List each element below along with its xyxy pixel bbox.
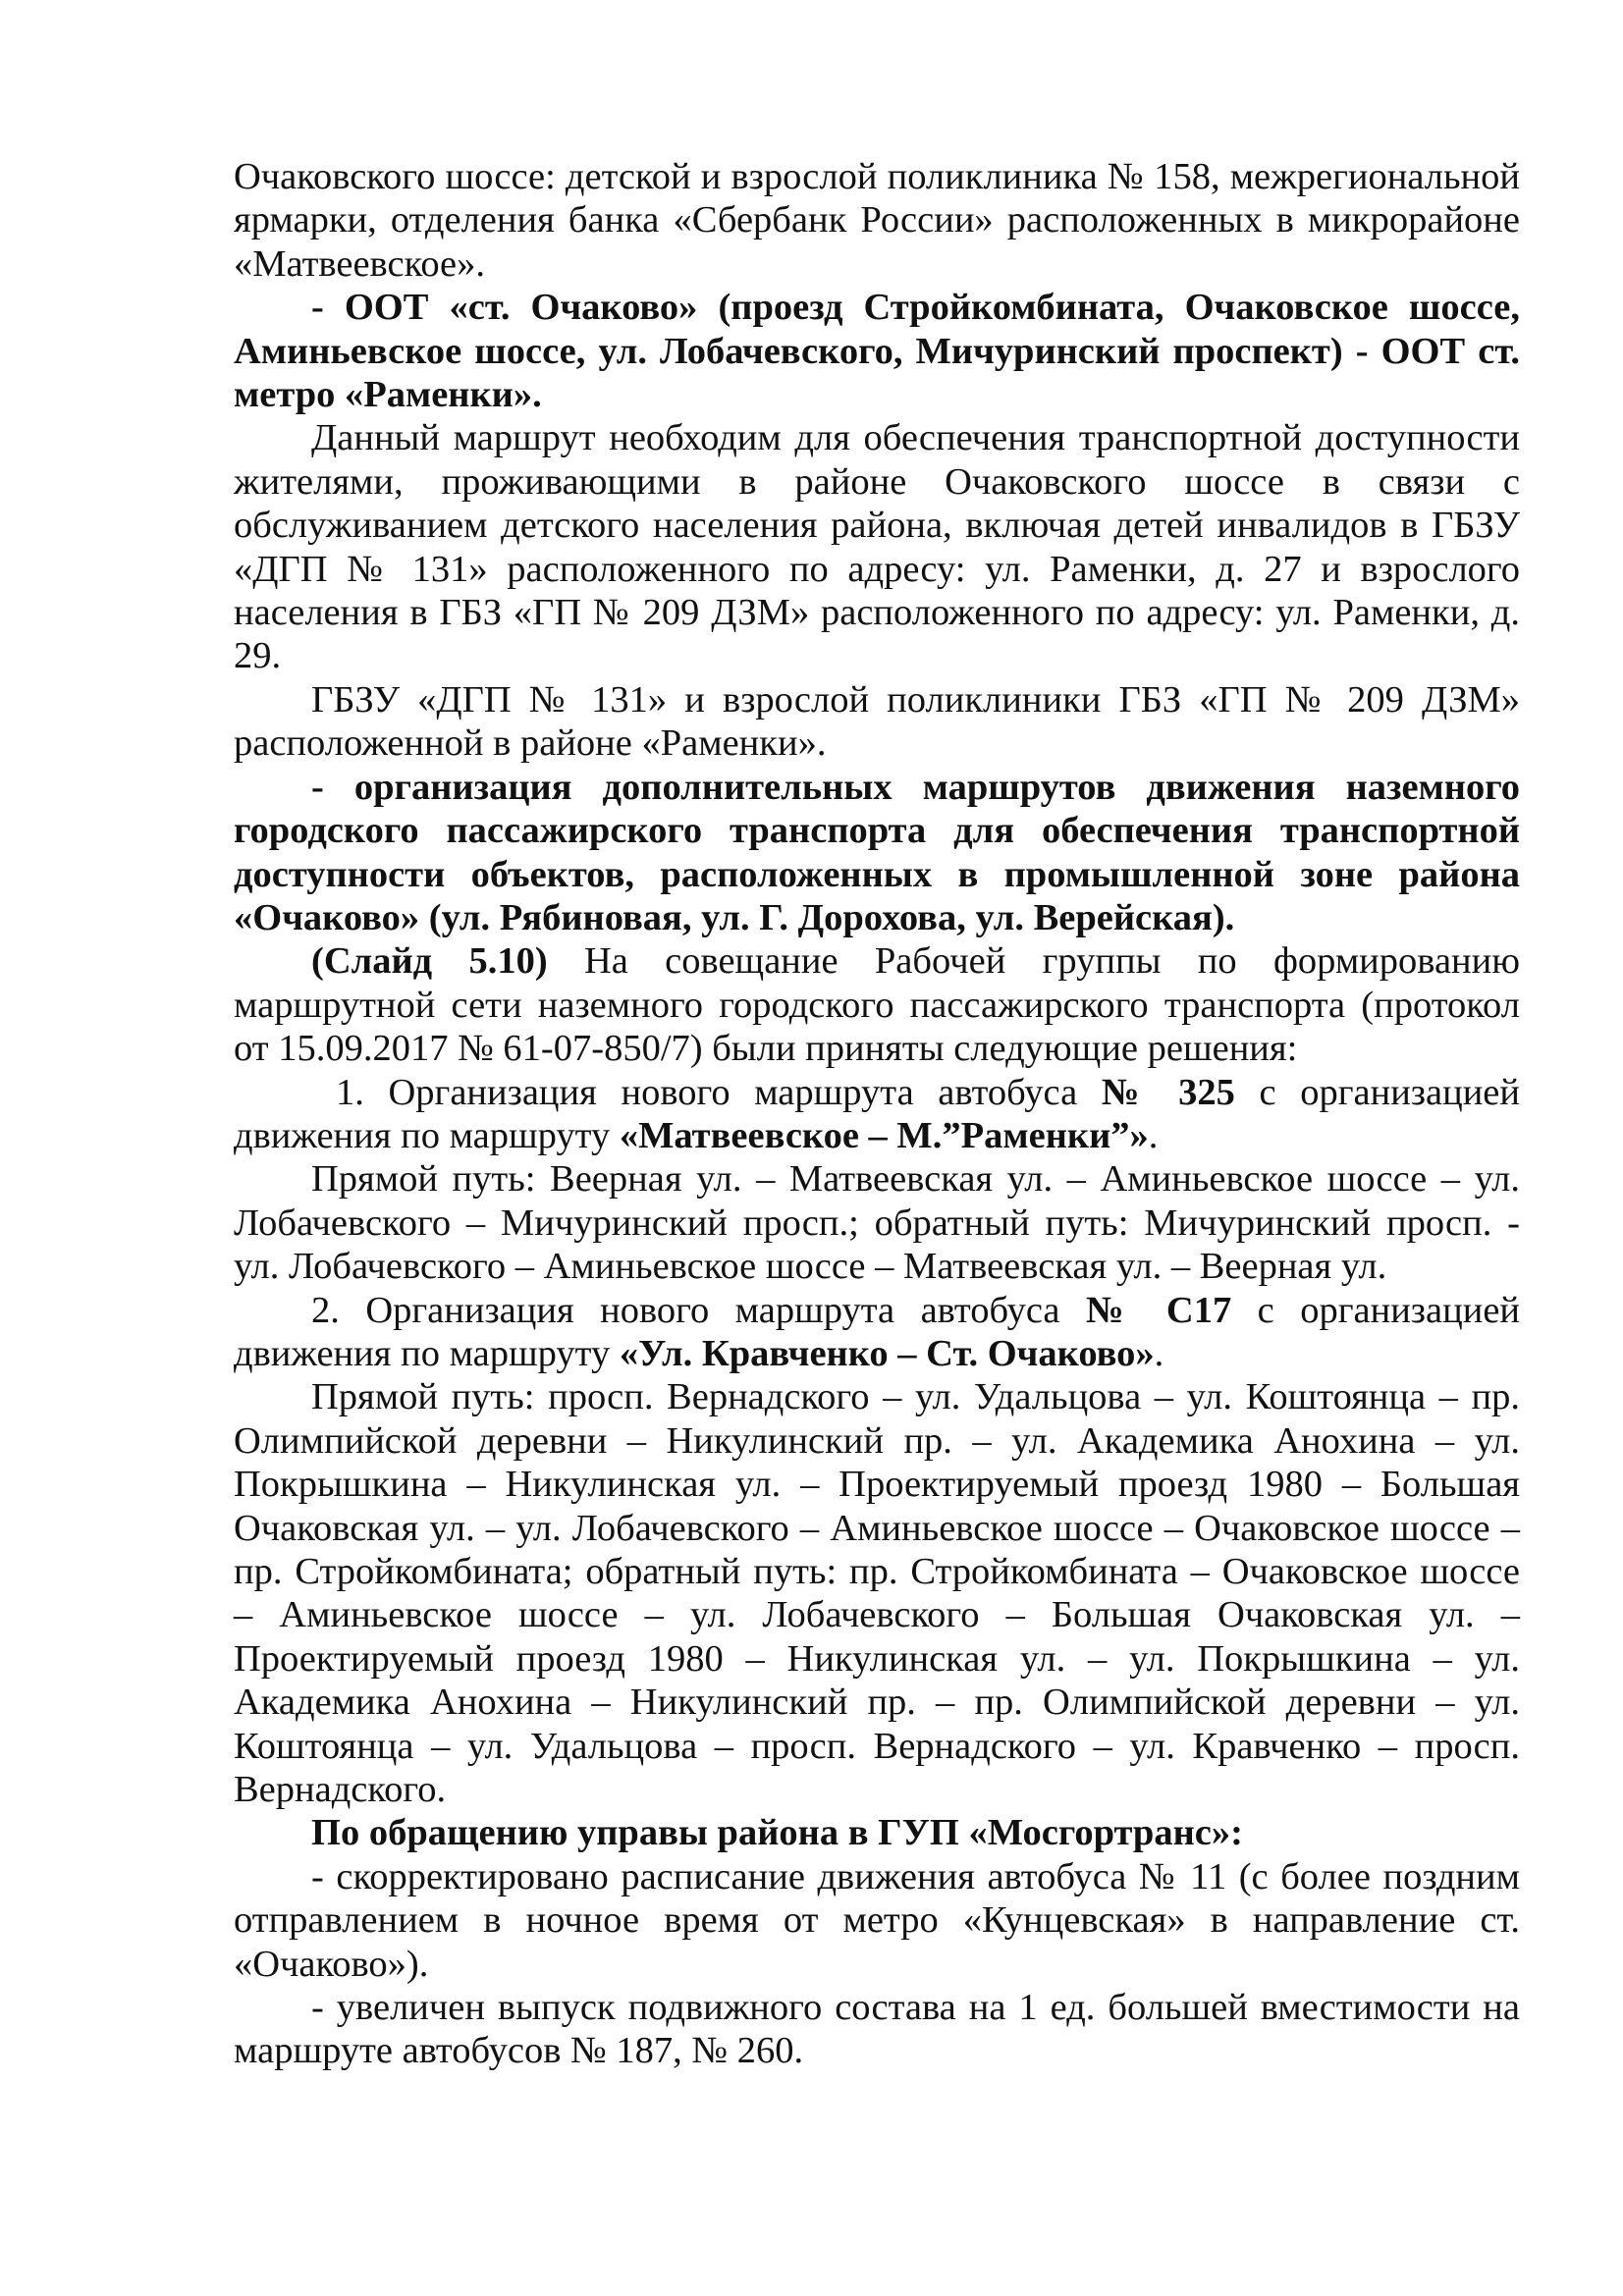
paragraph-route-c17-path: Прямой путь: просп. Вернадского – ул. Удальцова – ул. Коштоянца – пр. Олимпийской деревни – Никулинский пр. – ул. Академика Анохина – ул. Покрышкина – Никулинская ул. – Проектируемый проезд 1980 – Большая Очаковская ул. – ул. Лобачевского – Аминьевское шоссе – Очаковское шоссе – пр. Стройкомбината; обратный путь: пр. Стройкомбината – Очаковское шоссе – Аминьевское шоссе – ул. Лобачевского – Большая Очаковская ул. – Проектируемый проезд 1980 – Никулинская ул. – ул. Покрышкина – ул. Академика Анохина – Никулинский пр. – пр. Олимпийской деревни – ул. Коштоянца – ул. Удальцова – просп. Вернадского – ул. Кравченко – просп. Вернадского. — [234, 1376, 1520, 1811]
route-c17-number: № С17 — [1085, 1289, 1232, 1331]
document-page — [234, 155, 1520, 2073]
route-325-number: № 325 — [1101, 1071, 1235, 1113]
route-325-name: «Матвеевское – М.”Раменки”» — [619, 1114, 1149, 1156]
slide-text: На совещание Рабочей группы по формированию маршрутной сети наземного городского пассажирского транспорта (протокол от 15.09.2017 № 61-07-850/7) были приняты следующие решения: — [234, 940, 1521, 1070]
paragraph-route-325-path: Прямой путь: Веерная ул. – Матвеевская ул. – Аминьевское шоссе – ул. Лобачевского – Мичуринский просп.; обратный путь: Мичуринский просп. - ул. Лобачевского – Аминьевское шоссе – Матвеевская ул. – Веерная ул. — [234, 1158, 1520, 1288]
slide-reference: (Слайд 5.10) — [311, 940, 548, 983]
paragraph-polyclinic-list: Очаковского шоссе: детской и взрослой поликлиника № 158, межрегиональной ярмарки, отделения банка «Сбербанк России» расположенных в микрорайоне «Матвеевское». — [234, 156, 1520, 285]
route-c17-end: . — [1154, 1332, 1164, 1374]
paragraph-slide-5-10 — [234, 939, 1520, 1070]
route-c17-mid: с организацией движения по маршруту — [234, 1289, 1521, 1374]
paragraph-clinics: ГБЗУ «ДГП № 131» и взрослой поликлиники ГБЗ «ГП № 209 ДЗМ» расположенной в районе «Раменки». — [234, 678, 1520, 765]
paragraph-bus-187-260: - увеличен выпуск подвижного состава на 1 ед. большей вместимости на маршруте автобусов № 187, № 260. — [234, 1987, 1520, 2072]
route-c17-intro: 2. Организация нового маршрута автобуса — [311, 1289, 1086, 1331]
paragraph-additional-routes: - организация дополнительных маршрутов движения наземного городского пассажирского транспорта для обеспечения транспортной доступности объектов, расположенных в промышленной зоне района «Очаково» (ул. Рябиновая, ул. Г. Дорохова, ул. Верейская). — [234, 766, 1520, 938]
paragraph-route-justification: Данный маршрут необходим для обеспечения транспортной доступности жителями, проживающими в районе Очаковского шоссе в связи с обслуживанием детского населения района, включая детей инвалидов в ГБЗУ «ДГП № 131» расположенного по адресу: ул. Раменки, д. 27 и взрослого населения в ГБЗ «ГП № 209 ДЗМ» расположенного по адресу: ул. Раменки, д. 29. — [234, 417, 1520, 677]
paragraph-route-ochakovo-ramenki: - ООТ «ст. Очаково» (проезд Стройкомбината, Очаковское шоссе, Аминьевское шоссе, ул. Лобачевского, Мичуринский проспект) - ООТ ст. метро «Раменки». — [234, 287, 1520, 416]
route-325-mid: с организацией движения по маршруту — [234, 1071, 1520, 1156]
paragraph-route-325 — [234, 1071, 1520, 1158]
route-325-end: . — [1148, 1114, 1159, 1156]
route-c17-name: «Ул. Кравченко – Ст. Очаково» — [619, 1332, 1155, 1374]
paragraph-route-c17 — [234, 1289, 1520, 1376]
paragraph-bus-11-schedule: - скорректировано расписание движения автобуса № 11 (с более поздним отправлением в ночное время от метро «Кунцевская» в направление ст. «Очаково»). — [234, 1855, 1520, 1985]
route-325-intro: 1. Организация нового маршрута автобуса — [336, 1071, 1102, 1113]
section-heading-mosgortrans: По обращению управы района в ГУП «Мосгортранс»: — [311, 1812, 1243, 1854]
